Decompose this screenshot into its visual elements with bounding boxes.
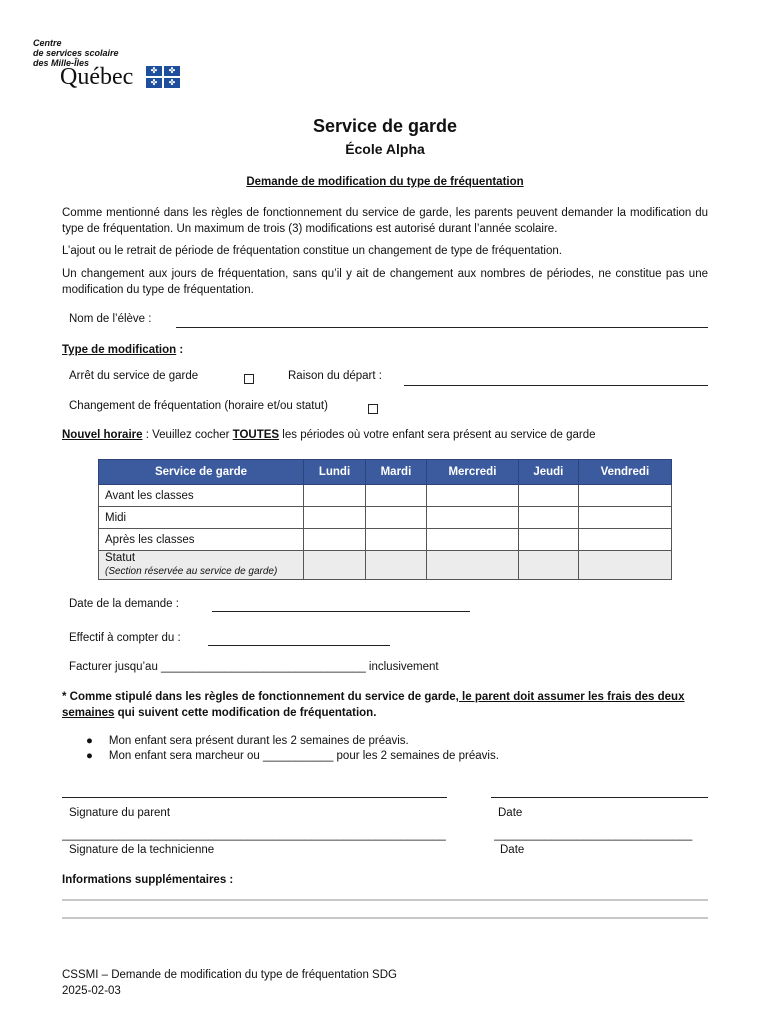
facturer-text: Facturer jusqu’au ________________________________ inclusivement — [69, 661, 439, 673]
fee-note: * Comme stipulé dans les règles de fonctionnement du service de garde, le parent doit assumer les frais des deux semaines qui suivent cette modification de fréquentation. — [62, 691, 685, 719]
cell-checkbox[interactable] — [426, 507, 518, 529]
row-label-apres: Après les classes — [99, 529, 304, 551]
student-name-field[interactable] — [176, 327, 708, 328]
footer-date: 2025-02-03 — [62, 985, 121, 997]
footer-doc-title: CSSMI – Demande de modification du type de fréquentation SDG — [62, 969, 397, 981]
tech-signature-line[interactable]: ____________________________________________________________ — [62, 829, 446, 841]
facturer-field[interactable]: ________________________________ — [161, 661, 366, 673]
schedule-table — [98, 459, 672, 580]
raison-field[interactable] — [404, 385, 708, 386]
cell-statut — [304, 551, 366, 580]
header-jeudi: Jeudi — [518, 460, 578, 485]
cell-checkbox[interactable] — [518, 529, 578, 551]
cell-checkbox[interactable] — [366, 507, 427, 529]
cell-checkbox[interactable] — [578, 507, 671, 529]
student-name-label: Nom de l’élève : — [69, 313, 152, 325]
date-demande-field[interactable] — [212, 611, 470, 612]
cell-checkbox[interactable] — [366, 529, 427, 551]
intro-paragraph-3: Un changement aux jours de fréquentation, sans qu’il y ait de changement aux nombres de périodes, ne constitue pas une modification du type de fréquentation. — [62, 268, 708, 296]
logo-line-3: des Mille-Îles — [33, 58, 90, 68]
type-modification-heading: Type de modification : — [62, 344, 184, 356]
cell-checkbox[interactable] — [578, 485, 671, 507]
header-lundi: Lundi — [304, 460, 366, 485]
cell-checkbox[interactable] — [304, 485, 366, 507]
page-title: Service de garde — [312, 116, 458, 136]
parent-signature-line[interactable] — [62, 797, 447, 798]
tech-signature-label: Signature de la technicienne — [69, 844, 215, 856]
table-row-statut — [99, 551, 672, 580]
cell-statut — [578, 551, 671, 580]
effectif-label: Effectif à compter du : — [69, 632, 181, 644]
bullet-present: ● Mon enfant sera présent durant les 2 semaines de préavis. — [86, 735, 409, 747]
changement-label: Changement de fréquentation (horaire et/ou statut) — [69, 400, 328, 412]
form-subtitle: Demande de modification du type de fréquentation — [246, 176, 524, 188]
date1-label: Date — [498, 807, 523, 819]
info-line-2[interactable] — [62, 917, 708, 919]
date2-label: Date — [500, 844, 525, 856]
date-demande-label: Date de la demande : — [69, 598, 179, 610]
header-mercredi: Mercredi — [426, 460, 518, 485]
cell-checkbox[interactable] — [518, 507, 578, 529]
info-line-1[interactable] — [62, 899, 708, 901]
table-row — [99, 485, 672, 507]
changement-checkbox[interactable] — [368, 404, 378, 414]
arret-checkbox[interactable] — [244, 374, 254, 384]
date1-line[interactable] — [491, 797, 708, 798]
date2-line[interactable]: _______________________________ — [494, 829, 693, 841]
header-vendredi: Vendredi — [578, 460, 671, 485]
arret-label: Arrêt du service de garde — [69, 370, 199, 382]
marcheur-field[interactable]: ___________ — [262, 750, 334, 762]
school-name: École Alpha — [345, 141, 425, 157]
cell-statut — [518, 551, 578, 580]
nouvel-horaire-text: Nouvel horaire : Veuillez cocher TOUTES les périodes où votre enfant sera présent au service de garde — [62, 429, 596, 441]
table-row — [99, 529, 672, 551]
cell-checkbox[interactable] — [366, 485, 427, 507]
cell-checkbox[interactable] — [578, 529, 671, 551]
row-label-statut: Statut (Section réservée au service de garde) — [99, 551, 304, 580]
row-label-midi: Midi — [99, 507, 304, 529]
cell-checkbox[interactable] — [426, 529, 518, 551]
quebec-flag-icon: ✤ ✤ ✤ ✤ — [146, 66, 180, 88]
logo-line-2: de services scolaire — [33, 48, 119, 58]
logo-line-1: Centre — [33, 38, 62, 48]
header-service: Service de garde — [99, 460, 304, 485]
cell-checkbox[interactable] — [304, 529, 366, 551]
info-heading: Informations supplémentaires : — [62, 874, 234, 886]
table-row — [99, 507, 672, 529]
parent-signature-label: Signature du parent — [69, 807, 171, 819]
logo-quebec: Québec — [60, 64, 134, 90]
intro-paragraph-2: L’ajout ou le retrait de période de fréquentation constitue un changement de type de fréquentation. — [62, 245, 562, 257]
cell-checkbox[interactable] — [304, 507, 366, 529]
effectif-field[interactable] — [208, 645, 390, 646]
table-header-row — [99, 460, 672, 485]
cell-statut — [366, 551, 427, 580]
intro-paragraph-1: Comme mentionné dans les règles de fonctionnement du service de garde, les parents peuvent demander la modification du type de fréquentation. Un maximum de trois (3) modifications est autorisé durant l’année scolaire. — [62, 207, 708, 235]
cell-statut — [426, 551, 518, 580]
cell-checkbox[interactable] — [518, 485, 578, 507]
row-label-avant: Avant les classes — [99, 485, 304, 507]
bullet-marcheur: ● Mon enfant sera marcheur ou ___________ pour les 2 semaines de préavis. — [86, 750, 499, 762]
raison-label: Raison du départ : — [288, 370, 382, 382]
cell-checkbox[interactable] — [426, 485, 518, 507]
header-mardi: Mardi — [366, 460, 427, 485]
